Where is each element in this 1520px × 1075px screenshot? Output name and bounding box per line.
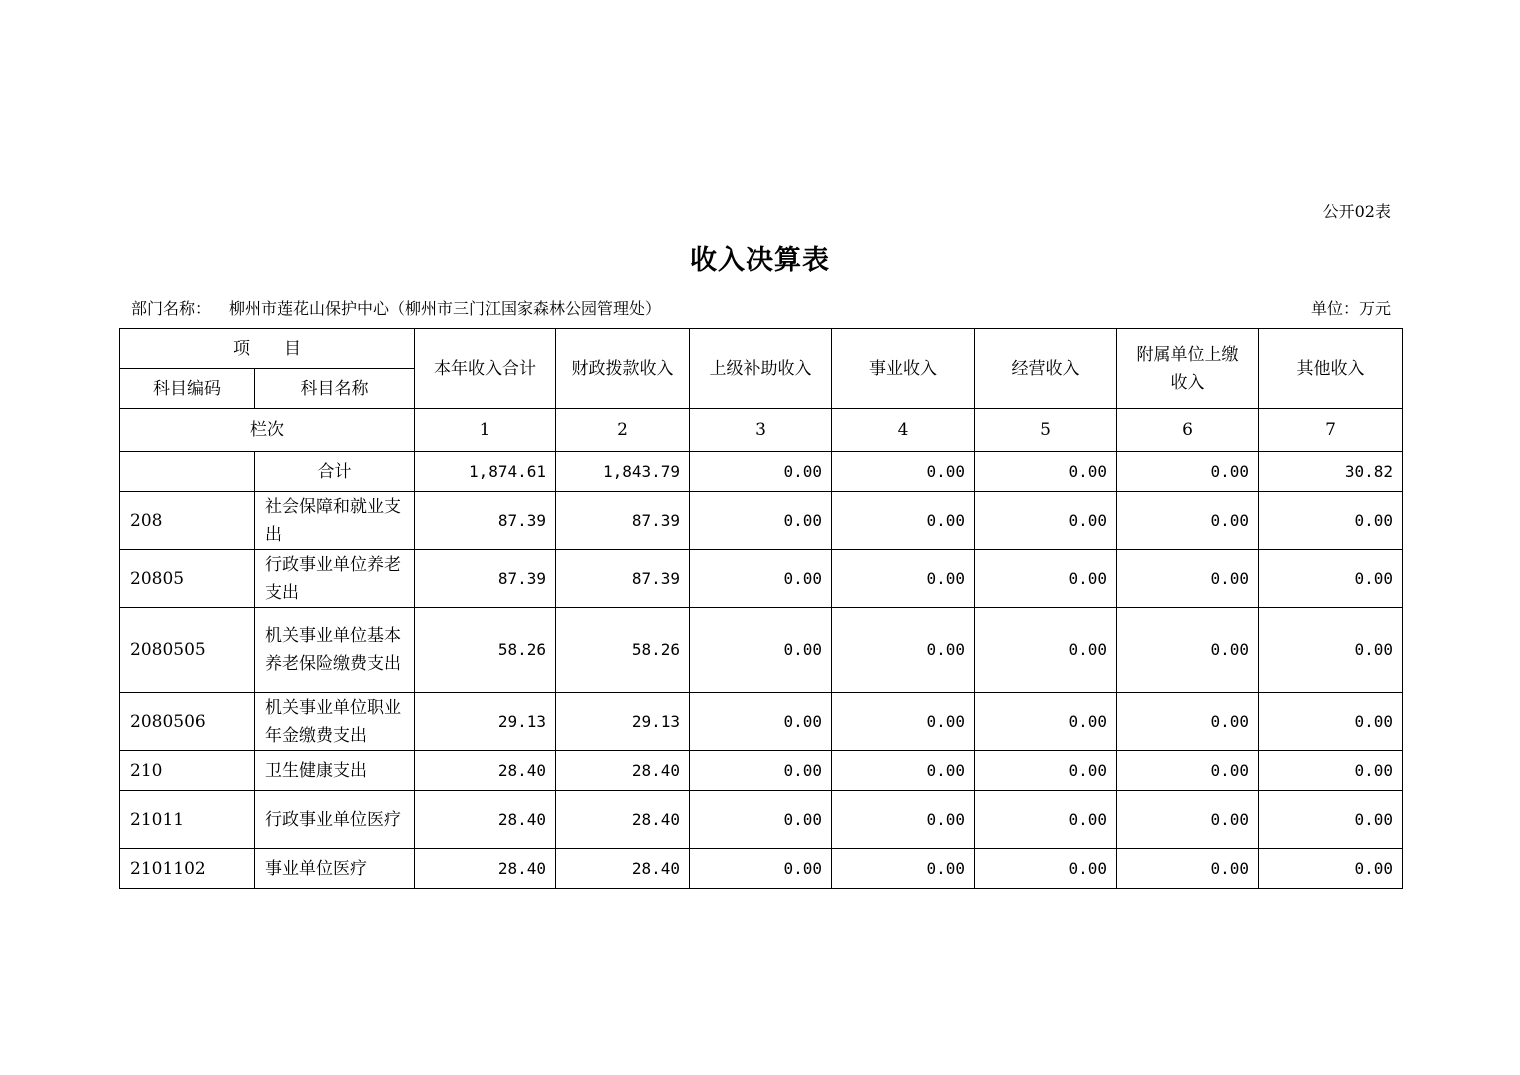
cell-value: 0.00 bbox=[690, 751, 832, 791]
form-number: 公开02表 bbox=[1322, 202, 1391, 221]
table-row bbox=[120, 693, 1403, 751]
cell-value: 0.00 bbox=[1259, 849, 1403, 889]
cell-value: 0.00 bbox=[975, 791, 1117, 849]
header-col-2: 财政拨款收入 bbox=[556, 329, 690, 409]
cell-value: 0.00 bbox=[1117, 791, 1259, 849]
subject-code: 208 bbox=[120, 492, 255, 550]
header-col-5: 经营收入 bbox=[975, 329, 1117, 409]
cell-value: 28.40 bbox=[415, 791, 556, 849]
cell-value: 0.00 bbox=[1259, 550, 1403, 608]
total-row bbox=[120, 452, 1403, 492]
cell-value: 0.00 bbox=[1259, 791, 1403, 849]
total-value: 0.00 bbox=[690, 452, 832, 492]
total-value: 0.00 bbox=[975, 452, 1117, 492]
cell-value: 58.26 bbox=[415, 608, 556, 693]
subject-name: 行政事业单位医疗 bbox=[255, 791, 415, 849]
cell-value: 0.00 bbox=[1259, 492, 1403, 550]
cell-value: 0.00 bbox=[975, 550, 1117, 608]
cell-value: 87.39 bbox=[556, 550, 690, 608]
subject-name: 行政事业单位养老支出 bbox=[255, 550, 415, 608]
column-number: 5 bbox=[975, 409, 1117, 452]
header-col-4: 事业收入 bbox=[832, 329, 975, 409]
cell-value: 0.00 bbox=[690, 693, 832, 751]
column-number: 3 bbox=[690, 409, 832, 452]
column-number: 6 bbox=[1117, 409, 1259, 452]
cell-value: 0.00 bbox=[1117, 608, 1259, 693]
total-value: 1,843.79 bbox=[556, 452, 690, 492]
subject-code: 20805 bbox=[120, 550, 255, 608]
cell-value: 0.00 bbox=[690, 608, 832, 693]
table-row bbox=[120, 791, 1403, 849]
total-value: 1,874.61 bbox=[415, 452, 556, 492]
cell-value: 29.13 bbox=[415, 693, 556, 751]
cell-value: 0.00 bbox=[832, 751, 975, 791]
subject-name: 机关事业单位职业年金缴费支出 bbox=[255, 693, 415, 751]
subject-code: 2080506 bbox=[120, 693, 255, 751]
cell-value: 87.39 bbox=[415, 550, 556, 608]
table-row bbox=[120, 608, 1403, 693]
subject-name: 卫生健康支出 bbox=[255, 751, 415, 791]
cell-value: 28.40 bbox=[556, 791, 690, 849]
cell-value: 0.00 bbox=[975, 693, 1117, 751]
department-name: 柳州市莲花山保护中心（柳州市三门江国家森林公园管理处） bbox=[229, 299, 662, 318]
table-row bbox=[120, 550, 1403, 608]
cell-value: 0.00 bbox=[1259, 608, 1403, 693]
cell-value: 28.40 bbox=[415, 751, 556, 791]
cell-value: 28.40 bbox=[415, 849, 556, 889]
table-row bbox=[120, 849, 1403, 889]
header-col-6: 附属单位上缴收入 bbox=[1117, 329, 1259, 409]
total-value: 30.82 bbox=[1259, 452, 1403, 492]
cell-value: 0.00 bbox=[1117, 550, 1259, 608]
cell-value: 0.00 bbox=[975, 608, 1117, 693]
cell-value: 0.00 bbox=[832, 849, 975, 889]
total-label: 合计 bbox=[255, 452, 415, 492]
cell-value: 0.00 bbox=[832, 693, 975, 751]
subject-code: 210 bbox=[120, 751, 255, 791]
cell-value: 0.00 bbox=[1117, 492, 1259, 550]
column-number: 7 bbox=[1259, 409, 1403, 452]
cell-value: 0.00 bbox=[690, 791, 832, 849]
page-title: 收入决算表 bbox=[690, 245, 830, 276]
cell-value: 0.00 bbox=[1117, 751, 1259, 791]
cell-value: 87.39 bbox=[556, 492, 690, 550]
header-name: 科目名称 bbox=[255, 369, 415, 409]
cell-value: 0.00 bbox=[832, 550, 975, 608]
department-label: 部门名称： bbox=[131, 299, 212, 318]
cell-value: 0.00 bbox=[975, 492, 1117, 550]
header-code: 科目编码 bbox=[120, 369, 255, 409]
subject-code: 21011 bbox=[120, 791, 255, 849]
cell-value: 0.00 bbox=[690, 849, 832, 889]
subject-name: 社会保障和就业支出 bbox=[255, 492, 415, 550]
header-col-7: 其他收入 bbox=[1259, 329, 1403, 409]
department-line bbox=[131, 296, 661, 319]
column-number: 1 bbox=[415, 409, 556, 452]
cell-value: 0.00 bbox=[832, 608, 975, 693]
cell-value: 0.00 bbox=[832, 492, 975, 550]
cell-value: 28.40 bbox=[556, 751, 690, 791]
cell-value: 0.00 bbox=[690, 550, 832, 608]
total-value: 0.00 bbox=[1117, 452, 1259, 492]
total-value: 0.00 bbox=[832, 452, 975, 492]
income-table bbox=[119, 328, 1403, 889]
cell-value: 0.00 bbox=[975, 849, 1117, 889]
column-number-label: 栏次 bbox=[120, 409, 415, 452]
subject-name: 机关事业单位基本养老保险缴费支出 bbox=[255, 608, 415, 693]
cell-value: 0.00 bbox=[975, 751, 1117, 791]
cell-value: 29.13 bbox=[556, 693, 690, 751]
cell-value: 0.00 bbox=[1259, 751, 1403, 791]
header-col-3: 上级补助收入 bbox=[690, 329, 832, 409]
total-code-cell bbox=[120, 452, 255, 492]
cell-value: 0.00 bbox=[690, 492, 832, 550]
subject-name: 事业单位医疗 bbox=[255, 849, 415, 889]
table-row bbox=[120, 492, 1403, 550]
table-row bbox=[120, 751, 1403, 791]
cell-value: 0.00 bbox=[1117, 849, 1259, 889]
column-number: 4 bbox=[832, 409, 975, 452]
cell-value: 87.39 bbox=[415, 492, 556, 550]
header-col-1: 本年收入合计 bbox=[415, 329, 556, 409]
cell-value: 0.00 bbox=[1259, 693, 1403, 751]
subject-code: 2101102 bbox=[120, 849, 255, 889]
cell-value: 58.26 bbox=[556, 608, 690, 693]
column-number: 2 bbox=[556, 409, 690, 452]
unit-label: 单位：万元 bbox=[1310, 299, 1391, 318]
subject-code: 2080505 bbox=[120, 608, 255, 693]
cell-value: 28.40 bbox=[556, 849, 690, 889]
cell-value: 0.00 bbox=[1117, 693, 1259, 751]
cell-value: 0.00 bbox=[832, 791, 975, 849]
header-item: 项 目 bbox=[120, 329, 415, 369]
